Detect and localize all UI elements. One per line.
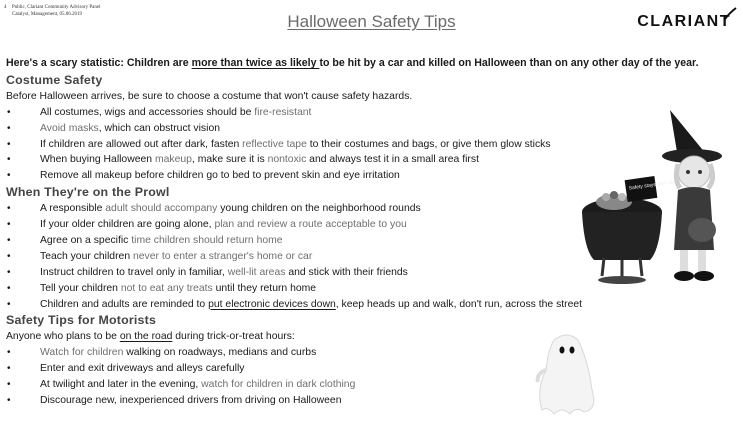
heading-costume-safety: Costume Safety bbox=[6, 72, 103, 87]
meta-line-2: Catalyst, Management, 05.06.2019 bbox=[12, 12, 82, 17]
list-item: • Instruct children to travel only in familiar, well-lit areas and stick with their friends bbox=[6, 265, 738, 281]
page-title: Halloween Safety Tips bbox=[287, 12, 456, 31]
meta-line-1: Public, Clariant Community Advisory Panel bbox=[12, 5, 101, 10]
clariant-logo bbox=[637, 13, 731, 31]
intro-statistic bbox=[6, 56, 738, 72]
intro-suffix: to be hit by a car and killed on Halloween than on any other day of the year. bbox=[319, 57, 699, 69]
logo-swoosh-icon bbox=[723, 7, 737, 21]
list-item: • Watch for children walking on roadways, medians and curbs bbox=[6, 345, 738, 361]
list-item: • Tell your children not to eat any treats until they return home bbox=[6, 281, 738, 297]
list-item: • Discourage new, inexperienced drivers from driving on Halloween bbox=[6, 393, 738, 409]
intro-prefix: Here's a scary statistic: Children are bbox=[6, 57, 192, 69]
list-item: • At twilight and later in the evening, watch for children in dark clothing bbox=[6, 377, 738, 393]
sign-text: Safety stays after dark bbox=[628, 178, 679, 192]
list-item: • If your older children are going alone, plan and review a route acceptable to you bbox=[6, 217, 738, 233]
list-item: • A responsible adult should accompany young children on the neighborhood rounds bbox=[6, 201, 738, 217]
motorists-lead: Anyone who plans to be on the road during trick-or-treat hours: bbox=[6, 331, 295, 343]
logo-text: CLARIANT bbox=[637, 13, 731, 30]
list-item: • Remove all makeup before children go to bed to prevent skin and eye irritation bbox=[6, 168, 738, 184]
page-number: 4 bbox=[4, 5, 7, 10]
costume-lead: Before Halloween arrives, be sure to choose a costume that won't cause safety hazards. bbox=[6, 90, 413, 102]
list-item: • When buying Halloween makeup, make sure it is nontoxic and always test it in a small area first bbox=[6, 152, 738, 168]
witch-girl-illustration bbox=[574, 100, 734, 290]
ghost-illustration bbox=[532, 330, 602, 418]
list-item: • Avoid masks, which can obstruct vision bbox=[6, 121, 738, 137]
list-item: • Agree on a specific time children should return home bbox=[6, 233, 738, 249]
list-item: • Teach your children never to enter a stranger's home or car bbox=[6, 249, 738, 265]
list-item: • Enter and exit driveways and alleys carefully bbox=[6, 361, 738, 377]
list-item: • If children are allowed out after dark, fasten reflective tape to their costumes and bags, or give them glow sticks bbox=[6, 137, 738, 153]
list-item: • All costumes, wigs and accessories should be fire-resistant bbox=[6, 105, 738, 121]
heading-prowl: When They're on the Prowl bbox=[6, 185, 170, 200]
heading-motorists: Safety Tips for Motorists bbox=[6, 313, 157, 328]
intro-underlined: more than twice as likely bbox=[191, 57, 320, 69]
list-item: • Children and adults are reminded to put electronic devices down, keep heads up and walk, don't run, across the street bbox=[6, 297, 738, 313]
